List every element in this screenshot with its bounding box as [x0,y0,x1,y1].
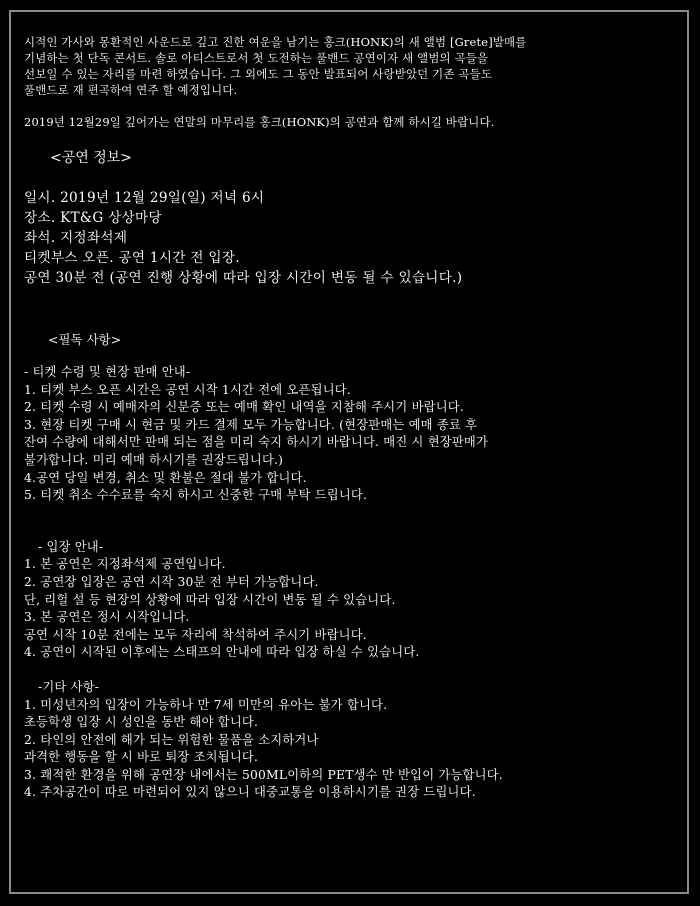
info-booth-open: 티켓부스 오픈. 공연 1시간 전 입장. [24,250,240,266]
ticket-heading: - 티켓 수령 및 현장 판매 안내- [24,365,191,379]
entry-section [24,539,674,662]
concert-notice-document [24,34,674,802]
date-note: 2019년 12월29일 깊어가는 연말의 마무리를 홍크(HONK)의 공연과 함께 하시길 바랍니다. [24,115,495,129]
other-item: 4. 주차공간이 따로 마련되어 있지 않으니 대중교통을 이용하시기를 권장 드립니다. [24,785,476,800]
entry-item: 단, 리헐 설 등 현장의 상황에 따라 입장 시간이 변동 될 수 있습니다. [24,592,396,607]
info-entry-time: 공연 30분 전 (공연 진행 상황에 따라 입장 시간이 변동 될 수 있습니다.) [24,270,463,286]
ticket-item: 잔여 수량에 대해서만 판매 되는 점을 미리 숙지 하시기 바랍니다. 매진 시 현장판매가 [24,435,489,450]
entry-item: 2. 공연장 입장은 공연 시작 30분 전 부터 가능합니다. [24,574,319,589]
performance-info-title: <공연 정보> [50,150,133,166]
ticket-item: 5. 티켓 취소 수수료를 숙지 하시고 신중한 구매 부탁 드립니다. [24,488,368,503]
must-read-title: <필독 사항> [48,332,122,347]
other-item: 초등학생 입장 시 성인을 동반 해야 합니다. [24,715,259,730]
intro-line: 기념하는 첫 단독 콘서트. 솔로 아티스트로서 첫 도전하는 풀밴드 공연이자 새 앨범의 곡들을 [24,51,489,65]
ticket-section [24,364,674,505]
other-item: 과격한 행동을 할 시 바로 퇴장 조치됩니다. [24,750,259,765]
entry-heading: - 입장 안내- [38,539,104,554]
other-section [24,679,674,802]
intro-line: 선보일 수 있는 자리를 마련 하였습니다. 그 외에도 그 동안 발표되어 사랑받았던 기존 곡들도 [24,67,493,81]
intro-paragraph [24,34,674,98]
other-item: 1. 미성년자의 입장이 가능하나 만 7세 미만의 유아는 불가 합니다. [24,697,388,712]
info-venue: 장소. KT&G 상상마당 [24,210,162,226]
entry-item: 공연 시작 10분 전에는 모두 자리에 착석하여 주시기 바랍니다. [24,627,367,642]
ticket-item: 2. 티켓 수령 시 예매자의 신분증 또는 예매 확인 내역을 지참해 주시기 바랍니다. [24,400,464,415]
intro-line: 시적인 가사와 몽환적인 사운드로 깊고 진한 여운을 남기는 홍크(HONK)의 새 앨범 [Grete]발매를 [24,35,527,49]
other-heading: -기타 사항- [38,679,100,694]
intro-line: 풀밴드로 재 편곡하여 연주 할 예정입니다. [24,83,238,97]
ticket-item: 4.공연 당일 변경, 취소 및 환불은 절대 불가 합니다. [24,470,307,485]
ticket-item: 1. 티켓 부스 오픈 시간은 공연 시작 1시간 전에 오픈됩니다. [24,382,351,397]
ticket-item: 불가합니다. 미리 예매 하시기를 권장드립니다.) [24,452,284,467]
entry-item: 1. 본 공연은 지정좌석제 공연입니다. [24,557,226,572]
other-item: 3. 쾌적한 환경을 위해 공연장 내에서는 500ML이하의 PET생수 만 반입이 가능합니다. [24,767,503,782]
info-date: 일시. 2019년 12월 29일(일) 저녁 6시 [24,190,265,206]
entry-item: 3. 본 공연은 정시 시작입니다. [24,610,190,625]
ticket-item: 3. 현장 티켓 구매 시 현금 및 카드 결제 모두 가능합니다. (현장판매는 예매 종료 후 [24,417,478,432]
other-item: 2. 타인의 안전에 해가 되는 위험한 물품을 소지하거나 [24,732,319,747]
performance-info [24,188,674,288]
info-seating: 좌석. 지정좌석제 [24,230,128,246]
entry-item: 4. 공연이 시작된 이후에는 스태프의 안내에 따라 입장 하실 수 있습니다. [24,645,420,660]
